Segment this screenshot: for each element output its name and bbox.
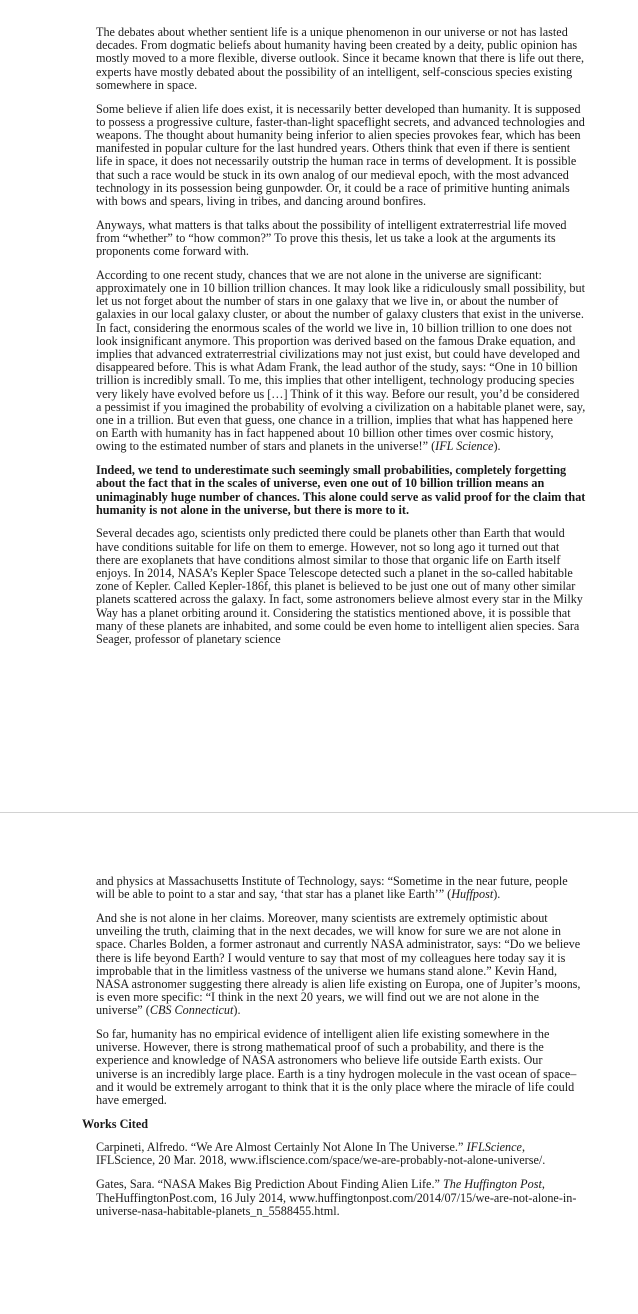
page-break xyxy=(0,812,638,864)
citation-source: CBS Connecticut xyxy=(149,1003,234,1018)
paragraph: So far, humanity has no empirical evidence of intelligent alien life existing somewhere in the universe. However, there is strong mathematical proof of such a probability, and there is the experience and knowledge of NASA astronomers who believe life outside Earth exists. Our universe is an incredibly large place. Earth is a tiny hydrogen molecule in the vast ocean of space–and it would be extremely arrogant to think that it is the only place where the miracle of life could have emerged. xyxy=(96,1027,577,1108)
paragraph: The debates about whether sentient life is a unique phenomenon in our universe or not has lasted decades. From dogmatic beliefs about humanity having been created by a deity, public opinion has mostly moved to a more flexible, diverse outlook. Since it became known that there is life out there, experts have mostly debated about the possibility of an intelligent, self-conscious species existing somewhere in space. xyxy=(96,25,585,92)
paragraph: and physics at Massachusetts Institute of Technology, says: “Sometime in the near future, people will be able to point to a star and say, ‘that star has a planet like Earth’” (Huffpost). xyxy=(96,874,568,902)
citation-source: Huffpost xyxy=(451,887,494,902)
works-cited-list xyxy=(96,1141,586,1218)
page-2-text xyxy=(82,874,586,1229)
paragraph: Several decades ago, scientists only predicted there could be planets other than Earth that would have conditions suitable for life on them to emerge. However, not so long ago it turned out that there are exoplanets that have conditions almost similar to those that organic life on Earth itself enjoys. In 2014, NASA’s Kepler Space Telescope detected such a planet in the so-called habitable zone of Kepler. Called Kepler-186f, this planet is believed to be just one out of many other similar planets scattered across the galaxy. In fact, some astronomers believe almost every star in the Milky Way has a planet orbiting around it. Considering the statistics mentioned above, it is possible that many of these planets are inhabited, and some could be even home to intelligent alien species. Sara Seager, professor of planetary science xyxy=(96,526,583,647)
paragraph: Anyways, what matters is that talks about the possibility of intelligent extraterrestrial life moved from “whether” to “how common?” To prove this thesis, let us take a look at the arguments its proponents come forward with. xyxy=(96,217,567,259)
citation-source: IFL Science xyxy=(435,439,494,454)
document-page-2 xyxy=(0,863,638,1314)
bold-paragraph: Indeed, we tend to underestimate such seemingly small probabilities, completely forgetting about the fact that in the scales of universe, even one out of 10 billion trillion means an unimaginably huge number of chances. This alone could serve as valid proof for the claim that humanity is not alone in the universe, but there is more to it. xyxy=(96,463,586,517)
works-cited-heading: Works Cited xyxy=(82,1116,149,1131)
page-1-text xyxy=(96,26,586,657)
citation-entry: Gates, Sara. “NASA Makes Big Prediction About Finding Alien Life.” The Huffington Post, TheHuffingtonPost.com, 16 July 2014, www.huffingtonpost.com/2014/07/15/we-are-not-alone-in-universe-nasa-habitable-planets_n_5588455.html. xyxy=(96,1177,577,1218)
paragraph: Some believe if alien life does exist, it is necessarily better developed than humanity. It is supposed to possess a progressive culture, faster-than-light spaceflight secrets, and advanced technologies and weapons. The thought about humanity being inferior to alien species provokes fear, which has been manifested in popular culture for the last hundred years. Others think that even if there is sentient life in space, it does not necessarily outstrip the human race in terms of development. It is possible that such a race would be stuck in its own analog of our medieval epoch, with the most advanced technology in its possession being gunpowder. Or, it could be a race of primitive hunting animals with bows and spears, living in tribes, and dancing around bonfires. xyxy=(96,101,585,208)
paragraph: According to one recent study, chances that we are not alone in the universe are significant: approximately one in 10 billion trillion chances. It may look like a ridiculously small possibility, but let us not forget about the number of stars in one galaxy that we live in, or about the number of galaxies in our local galaxy cluster, or about the number of galaxy clusters that exist in the universe. In fact, considering the enormous scales of the world we live in, 10 billion trillion to one does not look insignificant anymore. This proportion was derived based on the famous Drake equation, and implies that advanced extraterrestrial civilizations may not just exist, but could have developed and disappeared before. This is what Adam Frank, the lead author of the study, says: “One in 10 billion trillion is incredibly small. To me, this implies that other intelligent, technology producing species very likely have evolved before us […] Think of it this way. Before our result, you’d be considered a pessimist if you imagined the probability of evolving a civilization on a habitable planet were, say, one in a trillion. But even that guess, one chance in a trillion, implies that what has happened here on Earth with humanity has in fact happened about 10 billion other times over cosmic history, owing to the estimated number of stars and planets in the universe!” (IFL Science). xyxy=(96,267,586,454)
citation-entry: Carpineti, Alfredo. “We Are Almost Certainly Not Alone In The Universe.” IFLScience, IFLScience, 20 Mar. 2018, www.iflscience.com/space/we-are-probably-not-alone-universe/. xyxy=(96,1139,546,1168)
paragraph: And she is not alone in her claims. Moreover, many scientists are extremely optimistic about unveiling the truth, claiming that in the next decades, we will know for sure we are not alone in space. Charles Bolden, a former astronaut and currently NASA administrator, says: “Do we believe there is life beyond Earth? I would venture to say that most of my colleagues here today say it is improbable that in the limitless vastness of the universe we humans stand alone.” Kevin Hand, NASA astronomer suggesting there already is alien life existing on Europa, one of Jupiter’s moons, is even more specific: “I think in the next 20 years, we will find out we are not alone in the universe” (CBS Connecticut). xyxy=(96,910,581,1018)
